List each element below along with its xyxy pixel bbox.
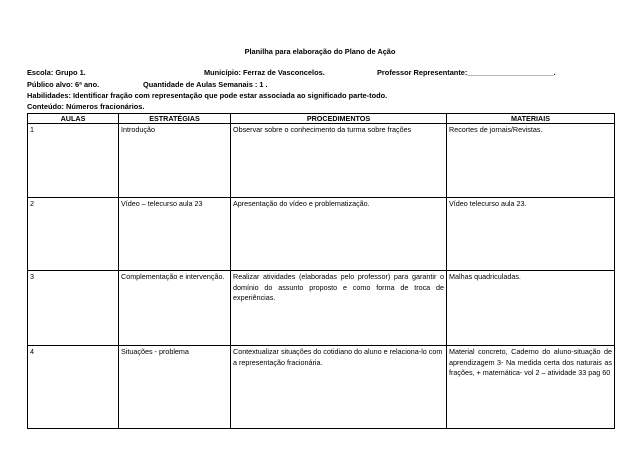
cell-aula: 2 bbox=[28, 198, 119, 271]
cell-aula: 3 bbox=[28, 271, 119, 346]
plan-table bbox=[27, 113, 615, 429]
header-materiais: MATERIAIS bbox=[447, 114, 615, 124]
table-row bbox=[28, 271, 615, 346]
cell-aula: 4 bbox=[28, 346, 119, 429]
conteudo-field: Conteúdo: Números fracionários. bbox=[27, 102, 145, 111]
quantidade-field: Quantidade de Aulas Semanais : 1 . bbox=[143, 80, 268, 89]
habilidades-field: Habilidades: Identificar fração com representação que pode estar associada ao significado parte-todo. bbox=[27, 91, 388, 100]
header-aulas: AULAS bbox=[28, 114, 119, 124]
table-header-row bbox=[28, 114, 615, 124]
municipio-field: Município: Ferraz de Vasconcelos. bbox=[204, 68, 325, 77]
cell-procedimento: Contextualizar situações do cotidiano do aluno e relaciona-lo com a representação fracionária. bbox=[231, 346, 447, 429]
header-estrategias: ESTRATÉGIAS bbox=[119, 114, 231, 124]
table-row bbox=[28, 198, 615, 271]
cell-aula: 1 bbox=[28, 124, 119, 198]
cell-estrategia: Situações - problema bbox=[119, 346, 231, 429]
header-procedimentos: PROCEDIMENTOS bbox=[231, 114, 447, 124]
cell-estrategia: Complementação e intervenção. bbox=[119, 271, 231, 346]
cell-procedimento: Realizar atividades (elaboradas pelo professor) para garantir o domínio do assunto proposto e como forma de troca de experiências. bbox=[231, 271, 447, 346]
cell-material: Malhas quadriculadas. bbox=[447, 271, 615, 346]
publico-field: Público alvo: 6ª ano. bbox=[27, 80, 100, 89]
cell-material: Recortes de jornais/Revistas. bbox=[447, 124, 615, 198]
cell-material: Vídeo telecurso aula 23. bbox=[447, 198, 615, 271]
table-row bbox=[28, 124, 615, 198]
cell-estrategia: Vídeo – telecurso aula 23 bbox=[119, 198, 231, 271]
cell-material: Material concreto, Caderno do aluno-situação de aprendizagem 3- Na medida certa dos naturais as frações, + matemática- vol 2 – atividade 33 pag 60 bbox=[447, 346, 615, 429]
table-row bbox=[28, 346, 615, 429]
professor-field: Professor Representante:_____________________. bbox=[377, 68, 556, 77]
cell-procedimento: Apresentação do vídeo e problematização. bbox=[231, 198, 447, 271]
document-title: Planilha para elaboração do Plano de Ação bbox=[244, 47, 396, 56]
escola-field: Escola: Grupo 1. bbox=[27, 68, 86, 77]
cell-procedimento: Observar sobre o conhecimento da turma sobre frações bbox=[231, 124, 447, 198]
cell-estrategia: Introdução bbox=[119, 124, 231, 198]
